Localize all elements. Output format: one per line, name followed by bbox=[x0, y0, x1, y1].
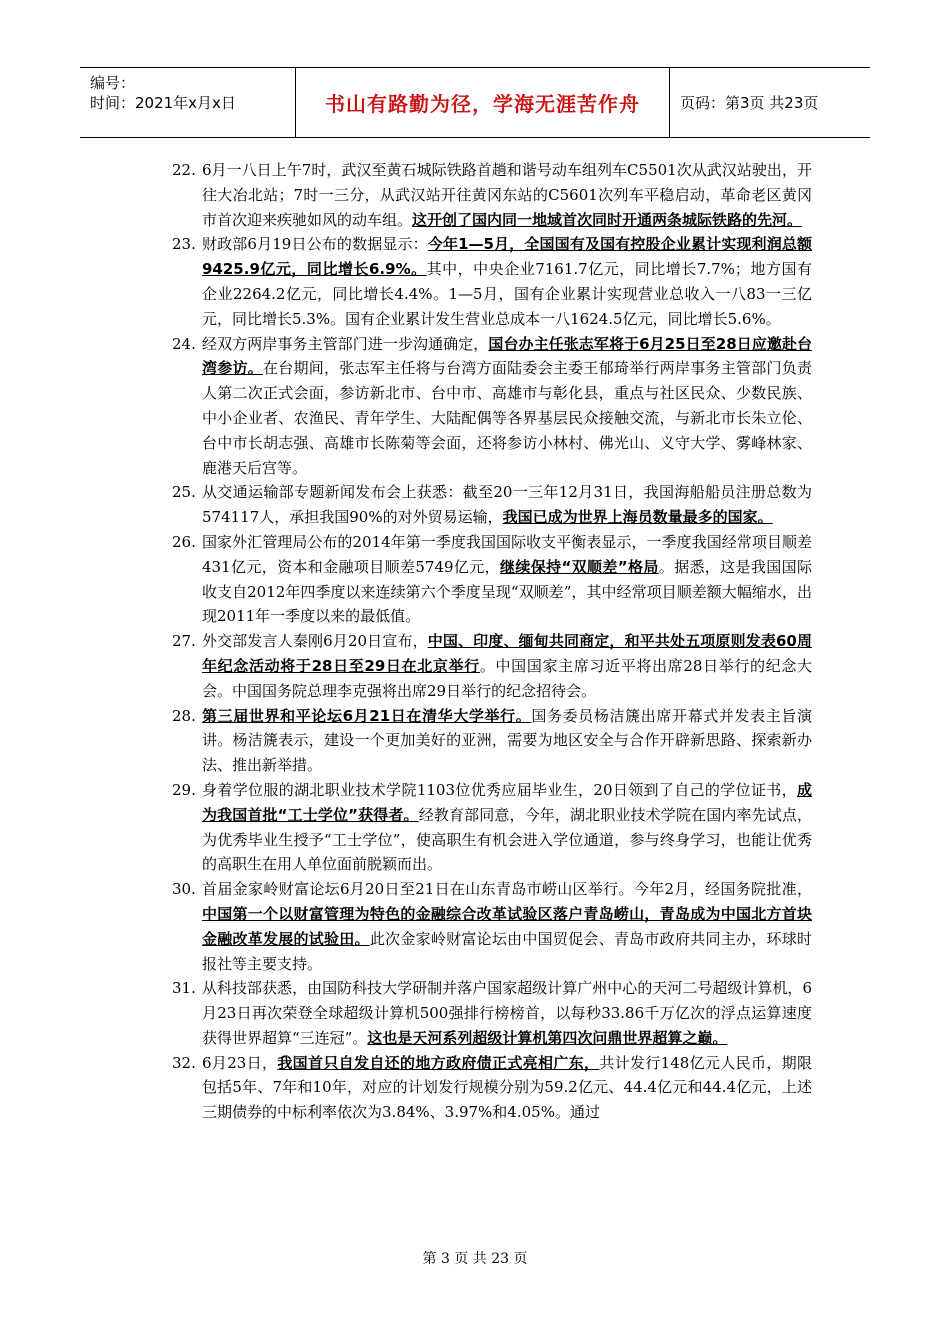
item-text bbox=[202, 704, 812, 778]
page-footer: 第 3 页 共 23 页 bbox=[422, 1251, 528, 1267]
highlighted-text: 第三届世界和平论坛6月21日在清华大学举行。 bbox=[202, 706, 532, 725]
item-text bbox=[202, 480, 812, 530]
news-item bbox=[172, 332, 812, 481]
plain-text: 6月一八日上午7时，武汉至黄石城际铁路首趟和谐号动车组列车C5501次从武汉站驶出，开往大冶北站；7时一三分，从武汉站开往黄冈东站的C5601次列车平稳启动，革命老区黄冈市首次迎来疾驰如风的动车组。 bbox=[202, 161, 812, 229]
news-item bbox=[172, 704, 812, 778]
item-number: 31. bbox=[172, 979, 196, 998]
item-text bbox=[202, 976, 812, 1050]
item-text bbox=[202, 629, 812, 703]
page-header bbox=[80, 67, 870, 138]
plain-text: 国务委员杨洁篪出席开幕式并发表主旨演讲。杨洁篪表示，建设一个更加美好的亚洲，需要为地区安全与合作开辟新思路、探索新办法、推出新举措。 bbox=[202, 706, 812, 775]
plain-text: 外交部发言人秦刚6月20日宣布， bbox=[202, 632, 428, 651]
highlighted-text: 这也是天河系列超级计算机第四次问鼎世界超算之巅。 bbox=[367, 1028, 728, 1047]
plain-text: 首届金家岭财富论坛6月20日至21日在山东青岛市崂山区举行。今年2月，经国务院批准， bbox=[202, 880, 812, 899]
highlighted-text: 这开创了国内同一地域首次同时开通两条城际铁路的先河。 bbox=[412, 210, 803, 229]
item-number: 24. bbox=[172, 334, 196, 353]
news-list bbox=[172, 158, 812, 1125]
news-item bbox=[172, 1051, 812, 1125]
plain-text: 其中，中央企业7161.7亿元，同比增长7.7%；地方国有企业2264.2亿元，同比增长4.4%。1—5月，国有企业累计实现营业总收入一八83一三亿元，同比增长5.3%。国有企业累计发生营业总成本一八1624.5亿元，同比增长5.6%。 bbox=[202, 260, 812, 328]
item-number: 26. bbox=[172, 532, 196, 551]
news-item bbox=[172, 530, 812, 629]
news-item bbox=[172, 629, 812, 703]
item-text bbox=[202, 877, 812, 976]
news-item bbox=[172, 232, 812, 331]
item-number: 28. bbox=[172, 706, 196, 725]
doc-number-label: 编号： bbox=[90, 74, 136, 92]
item-text bbox=[202, 232, 812, 331]
highlighted-text: 继续保持“双顺差”格局 bbox=[500, 557, 659, 576]
item-text bbox=[202, 158, 812, 232]
highlighted-text: 今年1—5月，全国国有及国有控股企业累计实现利润总额9425.9亿元，同比增长6.9%。 bbox=[202, 235, 812, 279]
highlighted-text: 我国已成为世界上海员数量最多的国家。 bbox=[502, 508, 773, 527]
item-number: 22. bbox=[172, 161, 196, 179]
plain-text: 共计发行148亿元人民币，期限包括5年、7年和10年，对应的计划发行规模分别为59.2亿元、44.4亿元和44.4亿元，上述三期债券的中标利率依次为3.84%、3.97%和4.05%。通过 bbox=[202, 1053, 812, 1122]
item-number: 29. bbox=[172, 780, 196, 799]
highlighted-text: 中国、印度、缅甸共同商定，和平共处五项原则发表60周年纪念活动将于28日至29日在北京举行 bbox=[202, 632, 812, 675]
header-page-info: 页码：第3页 共23页 bbox=[680, 94, 819, 112]
item-text bbox=[202, 1051, 812, 1125]
doc-date: 时间：2021年x月x日 bbox=[90, 94, 236, 112]
item-text bbox=[202, 332, 812, 481]
item-text bbox=[202, 778, 812, 877]
header-meta bbox=[80, 68, 296, 137]
item-number: 27. bbox=[172, 632, 196, 651]
item-number: 23. bbox=[172, 235, 196, 254]
item-number: 32. bbox=[172, 1053, 196, 1072]
header-motto: 书山有路勤为径，学海无涯苦作舟 bbox=[296, 68, 670, 137]
plain-text: 6月23日， bbox=[202, 1053, 278, 1072]
plain-text: 身着学位服的湖北职业技术学院1103位优秀应届毕业生，20日领到了自己的学位证书， bbox=[202, 780, 797, 799]
news-item bbox=[172, 158, 812, 232]
highlighted-text: 国台办主任张志军将于6月25日至28日应邀赴台湾参访。 bbox=[202, 334, 812, 378]
news-item bbox=[172, 480, 812, 530]
plain-text: 从交通运输部专题新闻发布会上获悉：截至20一三年12月31日，我国海船船员注册总数为574117人，承担我国90%的对外贸易运输， bbox=[202, 483, 812, 527]
item-text bbox=[202, 530, 812, 629]
highlighted-text: 成为我国首批“工士学位”获得者。 bbox=[202, 780, 812, 824]
news-item bbox=[172, 877, 812, 976]
plain-text: 经双方两岸事务主管部门进一步沟通确定， bbox=[202, 334, 489, 353]
plain-text: 经教育部同意，今年，湖北职业技术学院在国内率先试点，为优秀毕业生授予“工士学位”，使高职生有机会进入学位通道，参与终身学习，也能让优秀的高职生在用人单位面前脱颖而出。 bbox=[202, 805, 812, 874]
plain-text: 财政部6月19日公布的数据显示： bbox=[202, 235, 428, 254]
item-number: 25. bbox=[172, 483, 196, 502]
plain-text: 。据悉，这是我国国际收支自2012年四季度以来连续第六个季度呈现“双顺差”，其中经常项目顺差额大幅缩水，出现2011年一季度以来的最低值。 bbox=[202, 557, 812, 626]
news-item bbox=[172, 976, 812, 1050]
news-item bbox=[172, 778, 812, 877]
plain-text: 此次金家岭财富论坛由中国贸促会、青岛市政府共同主办，环球时报社等主要支持。 bbox=[202, 929, 812, 973]
plain-text: 从科技部获悉，由国防科技大学研制并落户国家超级计算广州中心的天河二号超级计算机，6月23日再次荣登全球超级计算机500强排行榜榜首，以每秒33.86千万亿次的浮点运算速度获得世界超算“三连冠”。 bbox=[202, 979, 812, 1047]
plain-text: 国家外汇管理局公布的2014年第一季度我国国际收支平衡表显示，一季度我国经常项目顺差431亿元，资本和金融项目顺差5749亿元， bbox=[202, 532, 812, 576]
highlighted-text: 中国第一个以财富管理为特色的金融综合改革试验区落户青岛崂山，青岛成为中国北方首块金融改革发展的试验田。 bbox=[202, 904, 812, 948]
plain-text: 。中国国家主席习近平将出席28日举行的纪念大会。中国国务院总理李克强将出席29日举行的纪念招待会。 bbox=[202, 656, 813, 700]
plain-text: 在台期间，张志军主任将与台湾方面陆委会主委王郁琦举行两岸事务主管部门负责人第二次正式会面，参访新北市、台中市、高雄市与彰化县，重点与社区民众、少数民族、中小企业者、农渔民、青年学生、大陆配偶等各界基层民众接触交流，与新北市长朱立伦、台中市长胡志强、高雄市长陈菊等会面，还将参访小林村、佛光山、义守大学、雾峰林家、鹿港天后宫等。 bbox=[202, 359, 812, 477]
item-number: 30. bbox=[172, 880, 196, 899]
highlighted-text: 我国首只自发自还的地方政府债正式亮相广东， bbox=[277, 1053, 600, 1072]
